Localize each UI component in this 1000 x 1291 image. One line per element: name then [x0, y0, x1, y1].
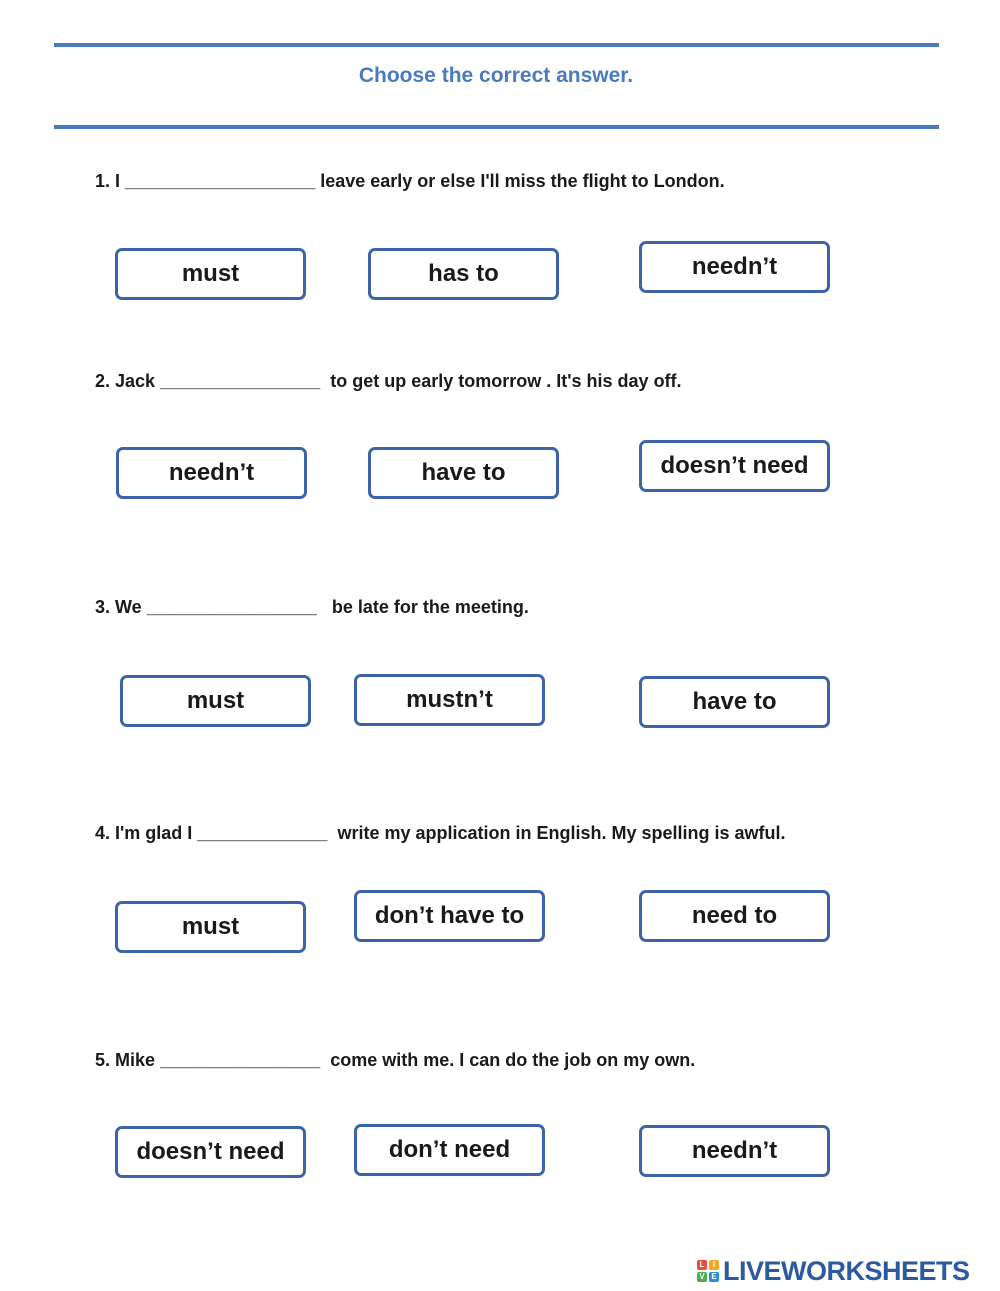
- question-1: 1. I ___________________ leave early or else I'll miss the flight to London.: [95, 171, 725, 191]
- q4-option-2[interactable]: don’t have to: [354, 890, 545, 942]
- q4-option-1[interactable]: must: [115, 901, 306, 953]
- logo-mark-letter: I: [709, 1260, 719, 1270]
- top-rule: [54, 43, 939, 47]
- q3-option-3[interactable]: have to: [639, 676, 830, 728]
- q2-option-3[interactable]: doesn’t need: [639, 440, 830, 492]
- logo-mark-letter: L: [697, 1260, 707, 1270]
- q1-option-3[interactable]: needn’t: [639, 241, 830, 293]
- q3-option-2[interactable]: mustn’t: [354, 674, 545, 726]
- logo-mark-letter: E: [709, 1272, 719, 1282]
- q5-option-1[interactable]: doesn’t need: [115, 1126, 306, 1178]
- q2-option-1[interactable]: needn’t: [116, 447, 307, 499]
- q5-option-3[interactable]: needn’t: [639, 1125, 830, 1177]
- q1-option-1[interactable]: must: [115, 248, 306, 300]
- question-4: 4. I'm glad I _____________ write my application in English. My spelling is awful.: [95, 823, 786, 843]
- logo-mark-letter: V: [697, 1272, 707, 1282]
- question-2: 2. Jack ________________ to get up early tomorrow . It's his day off.: [95, 371, 682, 391]
- liveworksheets-logo: [697, 1256, 970, 1286]
- logo-mark-icon: [697, 1260, 719, 1282]
- q3-option-1[interactable]: must: [120, 675, 311, 727]
- q2-option-2[interactable]: have to: [368, 447, 559, 499]
- q4-option-3[interactable]: need to: [639, 890, 830, 942]
- question-5: 5. Mike ________________ come with me. I can do the job on my own.: [95, 1050, 696, 1070]
- q5-option-2[interactable]: don’t need: [354, 1124, 545, 1176]
- question-3: 3. We _________________ be late for the meeting.: [95, 597, 529, 617]
- q1-option-2[interactable]: has to: [368, 248, 559, 300]
- title-bottom-rule: [54, 125, 939, 129]
- page-title: Choose the correct answer.: [358, 64, 634, 87]
- logo-text: LIVEWORKSHEETS: [723, 1255, 970, 1286]
